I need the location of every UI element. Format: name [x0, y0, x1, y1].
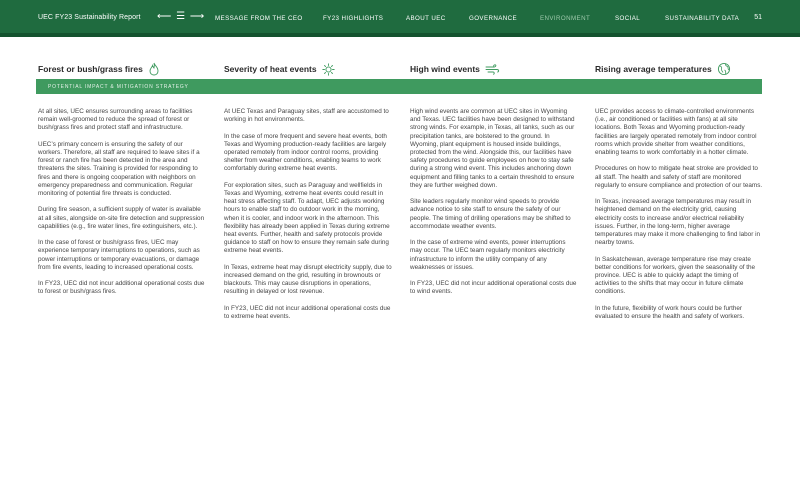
report-title: UEC FY23 Sustainability Report: [38, 14, 141, 21]
nav-social[interactable]: SOCIAL: [615, 15, 641, 22]
page-number: 51: [754, 14, 762, 21]
paragraph: In FY23, UEC did not incur additional operational costs due to forest or bush/grass fires.: [38, 280, 205, 296]
nav-sustainability-data[interactable]: SUSTAINABILITY DATA: [665, 15, 740, 22]
paragraph: In the case of extreme wind events, power interruptions may occur. The UEC team regularly monitors electricity infrastructure to inform the utility company of any weaknesses or issues.: [410, 239, 566, 271]
nav-message-from-ceo[interactable]: MESSAGE FROM THE CEO: [215, 15, 303, 22]
paragraph: High wind events are common at UEC sites in Wyoming and Texas. UEC facilities have been designed to withstand strong winds. For example, in Texas, all tanks, such as our precipitation tanks, are bolstered to the ground. In Wyoming, plant equipment is housed inside buildings, protected from the wind. Alongside this, our facilities have safety procedures to guide employees on how to stay safe during a strong wind event. This includes anchoring down equipment and filling tanks to a certain threshold to ensure they are further weighed down.: [410, 108, 575, 189]
paragraph: For exploration sites, such as Paraguay and wellfields in Texas and Wyoming, extreme heat events could result in heat stress affecting staff. To adapt, UEC adjusts working hours to enable staff to do outdoor work in the morning, when it is cooler, and indoor work in the afternoon. This flexibility has already been applied in Texas during extreme heat events. Further, health and safety protocols provide guidance to staff on how to ensure they remain safe during extreme heat events.: [224, 181, 390, 255]
heading-wind-events: [410, 60, 500, 78]
wind-icon: [485, 64, 500, 75]
page-nav-arrows[interactable]: ⟵ ☰ ⟶: [157, 11, 206, 22]
paragraph: In FY23, UEC did not incur additional operational costs due to wind events.: [410, 280, 577, 296]
sun-icon: [322, 63, 335, 76]
column-rising-temperatures: [595, 108, 763, 329]
heading-wind-events-text: High wind events: [410, 64, 480, 74]
nav-governance[interactable]: GOVERNANCE: [469, 15, 518, 22]
nav-about-uec[interactable]: ABOUT UEC: [406, 15, 446, 22]
globe-icon: [717, 62, 731, 76]
paragraph: During fire season, a sufficient supply of water is available at all sites, alongside on-site fire detection and suppression capabilities (e.g., fire water lines, fire extinguishers, etc.).: [38, 206, 205, 230]
strip-label: POTENTIAL IMPACT & MITIGATION STRATEGY: [48, 84, 189, 90]
paragraph: In the case of more frequent and severe heat events, both Texas and Wyoming production-ready facilities are largely operated remotely from indoor control rooms, providing shelter from weather conditions, enabling teams to work comfortably during extreme heat events.: [224, 132, 387, 173]
paragraph: In the future, flexibility of work hours could be further evaluated to ensure the health and safety of workers.: [595, 304, 745, 321]
top-nav-bar: [0, 0, 800, 37]
paragraph: In the case of forest or bush/grass fires, UEC may experience temporary interruptions to operations, such as power interruptions or temporary evacuations, or damage from fire events, leading to increased operational costs.: [38, 239, 200, 271]
heading-heat-events-text: Severity of heat events: [224, 64, 317, 74]
paragraph: Procedures on how to mitigate heat stroke are provided to all staff. The health and safety of staff are monitored regularly to ensure compliance and protection of our teams.: [595, 165, 763, 189]
section-strip: [36, 79, 762, 94]
heading-rising-temperatures-text: Rising average temperatures: [595, 64, 712, 74]
column-forest-fires: [38, 108, 206, 305]
heading-forest-fires-text: Forest or bush/grass fires: [38, 64, 143, 74]
paragraph: At all sites, UEC ensures surrounding areas to facilities remain well-groomed to reduce the spread of forest or bush/grass fires and protect staff and infrastructure.: [38, 108, 193, 132]
heading-heat-events: [224, 60, 335, 78]
paragraph: At UEC Texas and Paraguay sites, staff are accustomed to working in hot environments.: [224, 108, 389, 124]
nav-environment[interactable]: ENVIRONMENT: [540, 15, 591, 22]
nav-fy23-highlights[interactable]: FY23 HIGHLIGHTS: [323, 15, 384, 22]
paragraph: In Saskatchewan, average temperature rise may create better conditions for workers, given the seasonality of the province. UEC is able to quickly adapt the timing of activities to the shifts that may occur in future climate conditions.: [595, 255, 756, 296]
column-heat-events: [224, 108, 392, 329]
column-wind-events: [410, 108, 578, 305]
heading-rising-temperatures: [595, 60, 731, 78]
paragraph: Site leaders regularly monitor wind speeds to provide advance notice to site staff to ensure the safety of our people. The timing of drilling operations may be shifted to accommodate weather events.: [410, 198, 571, 230]
heading-forest-fires: [38, 60, 160, 78]
paragraph: UEC’s primary concern is ensuring the safety of our workers. Therefore, all staff are required to leave sites if a forest or ranch fire has been detected in the area and threatens the sites. Training is provided for responding to fires and there is ongoing cooperation with neighbors on emergency preparedness and communication. Regular monitoring of potential fire threats is conducted.: [38, 140, 200, 198]
paragraph: In Texas, extreme heat may disrupt electricity supply, due to increased demand on the grid, resulting in brownouts or blackouts. This may cause disruptions in operations, resulting in delayed or lost revenue.: [224, 263, 392, 296]
paragraph: UEC provides access to climate-controlled environments (i.e., air conditioned or facilities with fans) at all site locations. Both Texas and Wyoming production-ready facilities are largely operated remotely from indoor control rooms which provide shelter from weather conditions, enabling teams to work comfortably in a hotter climate.: [595, 108, 757, 157]
flame-icon: [148, 62, 160, 76]
paragraph: In Texas, increased average temperatures may result in heightened demand on the electricity grid, causing electricity costs to increase and/or electrical reliability issues. Further, in the long-term, higher average temperatures may make it more challenging to find labor in nearby towns.: [595, 198, 761, 247]
paragraph: In FY23, UEC did not incur additional operational costs due to extreme heat events.: [224, 304, 391, 321]
